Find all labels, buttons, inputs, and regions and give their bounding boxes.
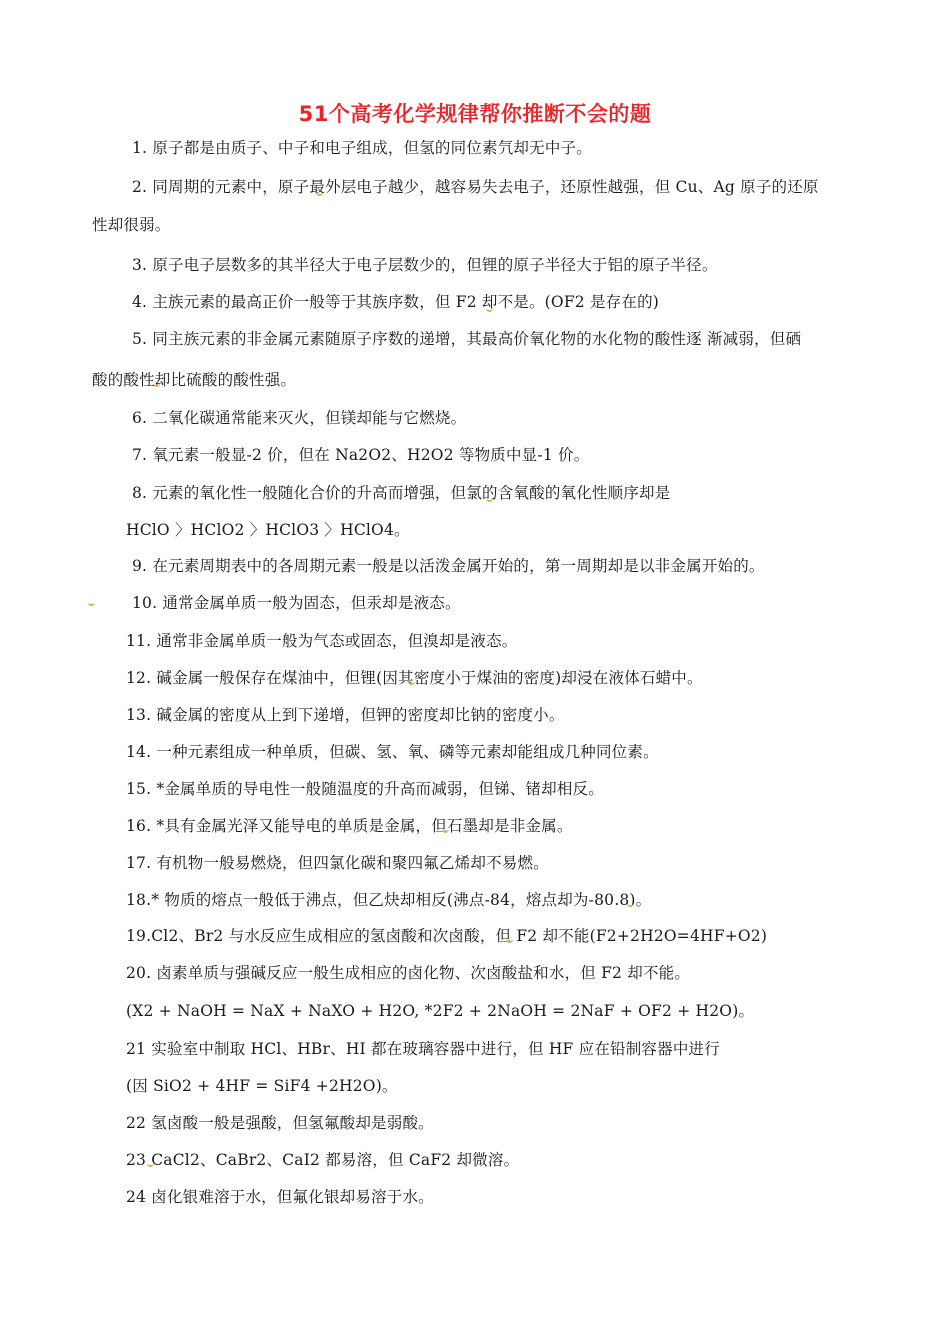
rule-21: 21 实验室中制取 HCl、HBr、HI 都在玻璃容器中进行，但 HF 应在铅制容器中进行	[126, 1040, 720, 1058]
rule-11: 11. 通常非金属单质一般为气态或固态，但溴却是液态。	[126, 632, 518, 650]
rule-24: 24 卤化银难溶于水，但氟化银却易溶于水。	[126, 1188, 434, 1206]
rule-15: 15. *金属单质的导电性一般随温度的升高而减弱，但锑、锗却相反。	[126, 780, 604, 798]
rule-17: 17. 有机物一般易燃烧，但四氯化碳和聚四氟乙烯却不易燃。	[126, 854, 549, 872]
rule-13: 13. 碱金属的密度从上到下递增，但钾的密度却比钠的密度小。	[126, 706, 565, 724]
rule-9: 9. 在元素周期表中的各周期元素一般是以活泼金属开始的，第一周期却是以非金属开始的。	[132, 557, 765, 575]
rule-12: 12. 碱金属一般保存在煤油中，但锂(因其密度小于煤油的密度)却浸在液体石蜡中。	[126, 669, 703, 687]
rule-5-cont: 酸的酸性却比硫酸的酸性强。	[92, 371, 297, 389]
rule-23: 23 CaCl2、CaBr2、CaI2 都易溶，但 CaF2 却微溶。	[126, 1151, 520, 1169]
rule-2: 2. 同周期的元素中，原子最外层电子越少，越容易失去电子，还原性越强，但 Cu、Ag 原子的还原	[132, 178, 819, 196]
rule-4: 4. 主族元素的最高正价一般等于其族序数，但 F2 却不是。(OF2 是存在的)	[132, 293, 660, 311]
rule-8-formula: HClO 〉HClO2 〉HClO3 〉HClO4。	[126, 521, 410, 539]
rule-20-equation: (X2 + NaOH = NaX + NaXO + H2O, *2F2 + 2NaOH = 2NaF + OF2 + H2O)。	[126, 1002, 755, 1020]
rule-19: 19.Cl2、Br2 与水反应生成相应的氢卤酸和次卤酸，但 F2 却不能(F2+2H2O=4HF+O2)	[126, 927, 768, 945]
rule-3: 3. 原子电子层数多的其半径大于电子层数少的，但锂的原子半径大于铝的原子半径。	[132, 256, 718, 274]
scan-mark	[88, 600, 95, 606]
rule-18: 18.* 物质的熔点一般低于沸点，但乙炔却相反(沸点-84，熔点却为-80.8)。	[126, 891, 652, 909]
rule-16: 16. *具有金属光泽又能导电的单质是金属，但石墨却是非金属。	[126, 817, 573, 835]
rule-10: 10. 通常金属单质一般为固态，但汞却是液态。	[132, 594, 461, 612]
page-title: 51个高考化学规律帮你推断不会的题	[298, 102, 652, 126]
rule-2-cont: 性却很弱。	[92, 216, 171, 234]
rule-5: 5. 同主族元素的非金属元素随原子序数的递增，其最高价氧化物的水化物的酸性逐 渐减弱，但硒	[132, 330, 802, 348]
rule-8: 8. 元素的氧化性一般随化合价的升高而增强，但氯的含氧酸的氧化性顺序却是	[132, 484, 671, 502]
rule-1: 1. 原子都是由质子、中子和电子组成，但氢的同位素氕却无中子。	[132, 139, 592, 157]
rule-14: 14. 一种元素组成一种单质，但碳、氢、氧、磷等元素却能组成几种同位素。	[126, 743, 659, 761]
rule-7: 7. 氧元素一般显-2 价，但在 Na2O2、H2O2 等物质中显-1 价。	[132, 446, 590, 464]
rule-20: 20. 卤素单质与强碱反应一般生成相应的卤化物、次卤酸盐和水，但 F2 却不能。	[126, 964, 691, 982]
rule-22: 22 氢卤酸一般是强酸，但氢氟酸却是弱酸。	[126, 1114, 434, 1132]
rule-6: 6. 二氧化碳通常能来灭火，但镁却能与它燃烧。	[132, 409, 467, 427]
rule-21-equation: (因 SiO2 + 4HF = SiF4 +2H2O)。	[126, 1077, 398, 1095]
